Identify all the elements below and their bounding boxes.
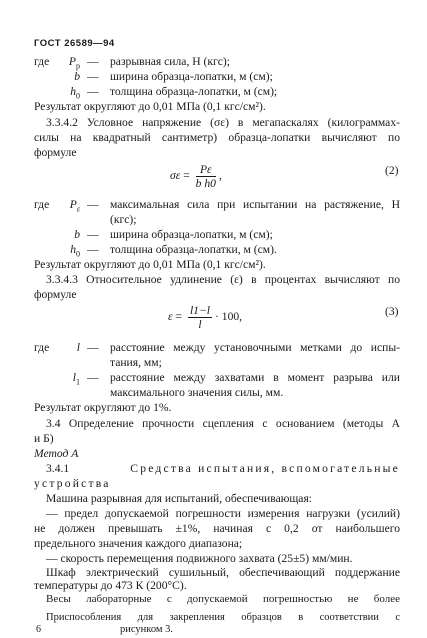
def-symbol: $h_0$ [70,85,80,101]
def-dash: — [87,198,99,211]
page-number: 6 [36,624,41,635]
paragraph-line: температуры до 473 К (200°С). [34,579,187,592]
requirement-line: предельного значения каждого диапазона; [34,537,243,550]
paragraph-line: 3.3.4.3 Относительное удлинение (ε) в процентах вычисляют по [46,273,400,286]
fraction-numerator: l1−l [189,304,211,317]
section-heading: 3.4 Определение прочности сцепления с основанием (методы А [46,417,400,430]
def-symbol: $P_\varepsilon$ [69,198,80,214]
def-symbol: $h_0$ [70,243,80,259]
where-label: где [34,341,50,354]
def-symbol: b [74,70,80,83]
formula-eq: = [175,310,183,324]
where-label: где [34,55,50,68]
paragraph-line: Приспособления для закрепления образцов в соответствии с [46,612,400,623]
formula-tail: · 100, [215,310,243,324]
def-text: расстояние между захватами в момент разрыва или [110,371,400,384]
def-dash: — [87,70,99,83]
section-heading-cont: и Б) [34,432,54,445]
paragraph-line: 3.3.4.2 Условное напряжение (σε) в мегапаскалях (килограммах- [46,116,400,129]
subsection-heading [46,461,400,476]
formula-eq: = [183,169,190,183]
subsection-title-cont: устройства [34,477,111,490]
paragraph-line: формуле [34,288,77,301]
def-dash: — [87,55,99,68]
page-header: ГОСТ 26589—94 [34,38,115,49]
def-dash: — [87,228,99,241]
def-text: разрывная сила, Н (кгс); [110,55,230,68]
def-text-cont: (кгс); [110,213,137,226]
equation-number: (2) [385,164,399,177]
subsection-title: Средства испытания, вспомогательные [130,462,400,475]
def-text: толщина образца-лопатки, м (см); [110,85,278,98]
def-symbol: l [76,341,80,354]
fraction-denominator: b h0 [195,177,216,190]
paragraph-line: Шкаф электрический сушильный, обеспечивающий поддержание [46,566,400,579]
formula-lhs: σε [170,169,181,183]
paragraph-line: рисунком 3. [120,624,174,635]
paragraph-line: Весы лабораторные с допускаемой погрешностью не более [46,593,400,605]
def-text: расстояние между установочными метками до испы- [110,341,400,354]
result-note: Результат округляют до 0,01 МПа (0,1 кгс/см²). [34,258,266,271]
formula-fraction [196,163,216,190]
def-symbol: b [74,228,80,241]
def-dash: — [87,371,99,384]
paragraph-line: силы на квадратный сантиметр) образца-лопатки вычисляют по [34,131,400,144]
result-note: Результат округляют до 1%. [34,401,172,414]
paragraph-line: Машина разрывная для испытаний, обеспечивающая: [46,492,312,505]
paragraph-line: формуле [34,146,77,159]
formula-tail: , [218,169,222,183]
requirement-line: не должен превышать ±1%, начиная с 0,2 от наибольшего [34,522,400,535]
def-text-cont: максимального значения силы, мм. [110,386,284,399]
result-note: Результат округляют до 0,01 МПа (0,1 кгс/см²). [34,100,266,113]
requirement-line: — предел допускаемой погрешности измерения нагрузки (усилий) [46,507,400,520]
formula-2 [170,163,222,190]
def-text: ширина образца-лопатки, м (см); [110,70,273,83]
def-text: ширина образца-лопатки, м (см); [110,228,273,241]
def-text: максимальная сила при испытании на растяжение, Н [110,198,400,211]
def-dash: — [87,85,99,98]
fraction-numerator: Pε [196,163,216,177]
def-symbol: $l_1$ [72,371,80,387]
formula-3 [168,304,242,331]
equation-number: (3) [385,305,399,318]
formula-lhs: ε [168,310,173,324]
method-label: Метод А [34,447,79,460]
def-dash: — [87,243,99,256]
requirement-line: — скорость перемещения подвижного захвата (25±5) мм/мин. [46,552,353,565]
fraction-denominator: l [198,318,202,331]
def-text: толщина образца-лопатки, м (см). [110,243,277,256]
def-dash: — [87,341,99,354]
subsection-number: 3.4.1 [46,462,70,475]
formula-fraction [188,304,212,331]
where-label: где [34,198,50,211]
def-text-cont: тания, мм; [110,356,162,369]
def-symbol: $P_р$ [68,55,80,71]
